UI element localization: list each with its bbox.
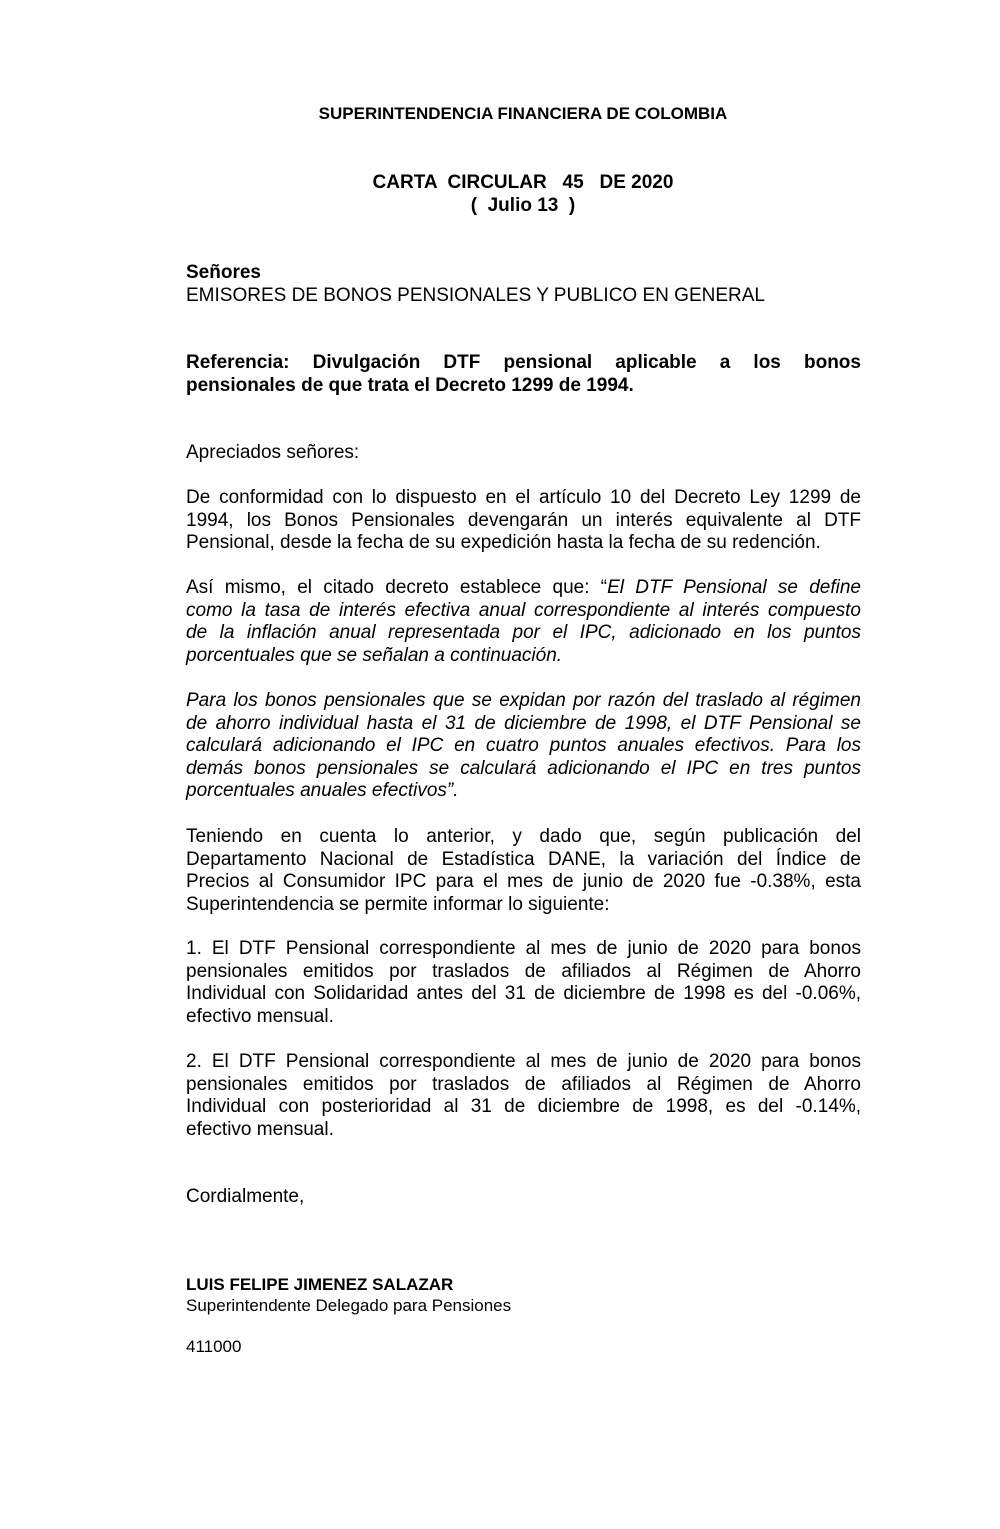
salutation-heading: Señores [186,262,261,283]
paragraph-line: Teniendo en cuenta lo anterior, y dado que, según publicación del [186,826,861,847]
paragraph-line: porcentuales que se señalan a continuación. [186,644,563,666]
paragraph-line: Departamento Nacional de Estadística DANE, la variación del Índice de [186,848,861,870]
paragraph-line: 1994, los Bonos Pensionales devengarán un interés equivalente al DTF [186,509,861,531]
paragraph-line: demás bonos pensionales se calculará adicionando el IPC en tres puntos [186,757,861,779]
paragraph-2 [186,577,861,667]
paragraph-6 [186,1051,861,1141]
signatory-name: LUIS FELIPE JIMENEZ SALAZAR [186,1275,454,1294]
paragraph-line: calculará adicionando el IPC en cuatro puntos anuales efectivos. Para los [186,735,861,757]
quote-intro: Así mismo, el citado decreto establece que: “ [186,577,608,598]
circular-title: CARTA CIRCULAR 45 DE 2020 [372,172,674,193]
paragraph-line: Pensional, desde la fecha de su expedición hasta la fecha de su redención. [186,532,821,554]
paragraph-4 [186,826,861,916]
paragraph-line: porcentuales anuales efectivos”. [186,780,459,802]
paragraph-line: Para los bonos pensionales que se expidan por razón del traslado al régimen [186,690,861,711]
paragraph-line: como la tasa de interés efectiva anual correspondiente al interés compuesto [186,599,861,621]
paragraph-line: efectivo mensual. [186,1118,334,1140]
greeting: Apreciados señores: [186,442,360,463]
paragraph-line: De conformidad con lo dispuesto en el artículo 10 del Decreto Ley 1299 de [186,487,861,508]
paragraph-line: 2. El DTF Pensional correspondiente al mes de junio de 2020 para bonos [186,1051,861,1072]
reference-line: pensionales de que trata el Decreto 1299 de 1994. [186,374,634,396]
reference-line: Referencia: Divulgación DTF pensional aplicable a los bonos [186,352,861,373]
institution-heading: SUPERINTENDENCIA FINANCIERA DE COLOMBIA [318,104,728,123]
paragraph-line: Individual con Solidaridad antes del 31 de diciembre de 1998 es del -0.06%, [186,983,861,1005]
circular-date: ( Julio 13 ) [470,195,576,216]
paragraph-line: de ahorro individual hasta el 31 de diciembre de 1998, el DTF Pensional se [186,712,861,734]
paragraph-line: pensionales emitidos por traslados de afiliados al Régimen de Ahorro [186,960,861,982]
paragraph-line: pensionales emitidos por traslados de afiliados al Régimen de Ahorro [186,1073,861,1095]
closing: Cordialmente, [186,1186,305,1207]
paragraph-line: 1. El DTF Pensional correspondiente al mes de junio de 2020 para bonos [186,938,861,959]
reference-code: 411000 [186,1337,242,1356]
paragraph-line: efectivo mensual. [186,1005,334,1027]
signatory-role: Superintendente Delegado para Pensiones [186,1296,512,1315]
paragraph-line: Individual con posterioridad al 31 de diciembre de 1998, es del -0.14%, [186,1096,861,1118]
paragraph-line: de la inflación anual representada por el IPC, adicionado en los puntos [186,622,861,644]
quote-text: El DTF Pensional se define [607,577,861,598]
reference-block [186,352,861,397]
paragraph-1 [186,487,861,555]
paragraph-5 [186,938,861,1028]
addressee: EMISORES DE BONOS PENSIONALES Y PUBLICO EN GENERAL [186,285,765,306]
paragraph-line [186,577,861,600]
paragraph-3 [186,690,861,803]
paragraph-line: Superintendencia se permite informar lo siguiente: [186,893,610,915]
paragraph-line: Precios al Consumidor IPC para el mes de junio de 2020 fue -0.38%, esta [186,871,861,893]
